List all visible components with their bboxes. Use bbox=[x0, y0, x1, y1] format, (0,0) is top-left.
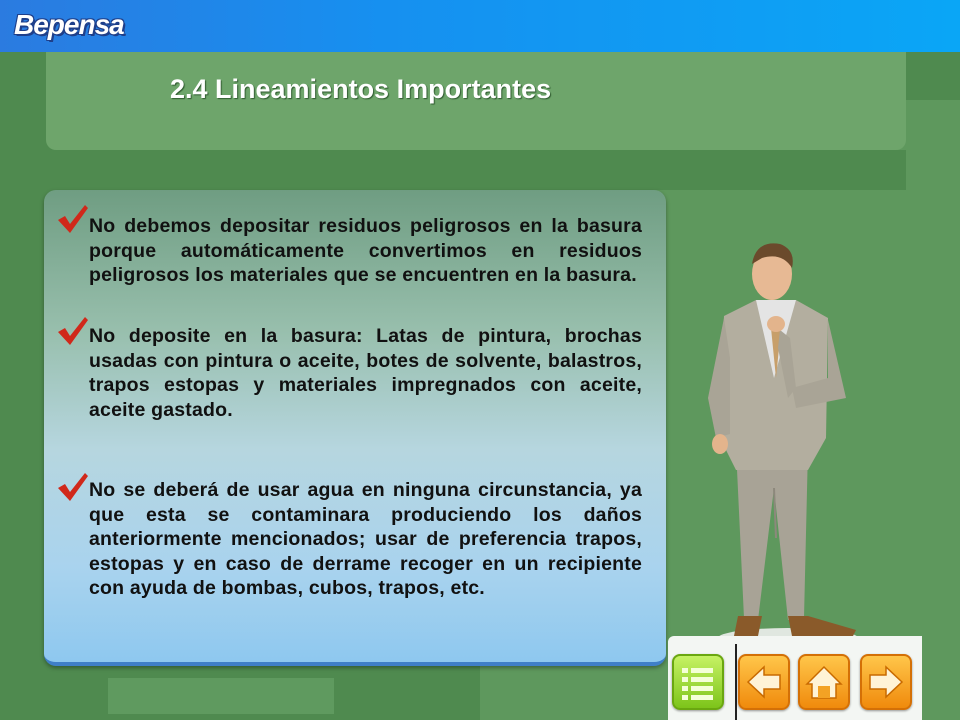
slide-title: 2.4 Lineamientos Importantes bbox=[170, 74, 552, 104]
home-button[interactable] bbox=[798, 654, 850, 710]
bepensa-logo: Bepensa bbox=[14, 9, 124, 40]
content-panel bbox=[44, 190, 666, 666]
checkmark-icon bbox=[54, 314, 90, 350]
thinking-man-illustration bbox=[696, 238, 866, 652]
arrow-left-icon bbox=[740, 656, 788, 708]
background-band bbox=[0, 150, 906, 190]
top-bar bbox=[0, 0, 960, 52]
nav-divider bbox=[735, 644, 737, 720]
next-button[interactable] bbox=[860, 654, 912, 710]
checkmark-icon bbox=[54, 470, 90, 506]
home-icon bbox=[800, 656, 848, 708]
list-icon bbox=[674, 656, 722, 708]
checkmark-icon bbox=[54, 202, 90, 238]
bullet-text: No se deberá de usar agua en ninguna circunstancia, ya que esta se contaminara produciendo los daños anteriormente mencionados; usar de preferencia trapos, estopas y en caso de derrame recoger en un recipiente con ayuda de bombas, cubos, trapos, etc. bbox=[89, 479, 642, 599]
previous-button[interactable] bbox=[738, 654, 790, 710]
bullet-text: No deposite en la basura: Latas de pintura, brochas usadas con pintura o aceite, botes de solvente, balastros, trapos estopas y materiales impregnados con aceite, aceite gastado. bbox=[89, 325, 642, 421]
background-block bbox=[108, 678, 334, 714]
bullet-text: No debemos depositar residuos peligrosos en la basura porque automáticamente convertimos en residuos peligrosos los materiales que se encuentren en la basura. bbox=[89, 215, 642, 286]
menu-button[interactable] bbox=[672, 654, 724, 710]
arrow-right-icon bbox=[862, 656, 910, 708]
